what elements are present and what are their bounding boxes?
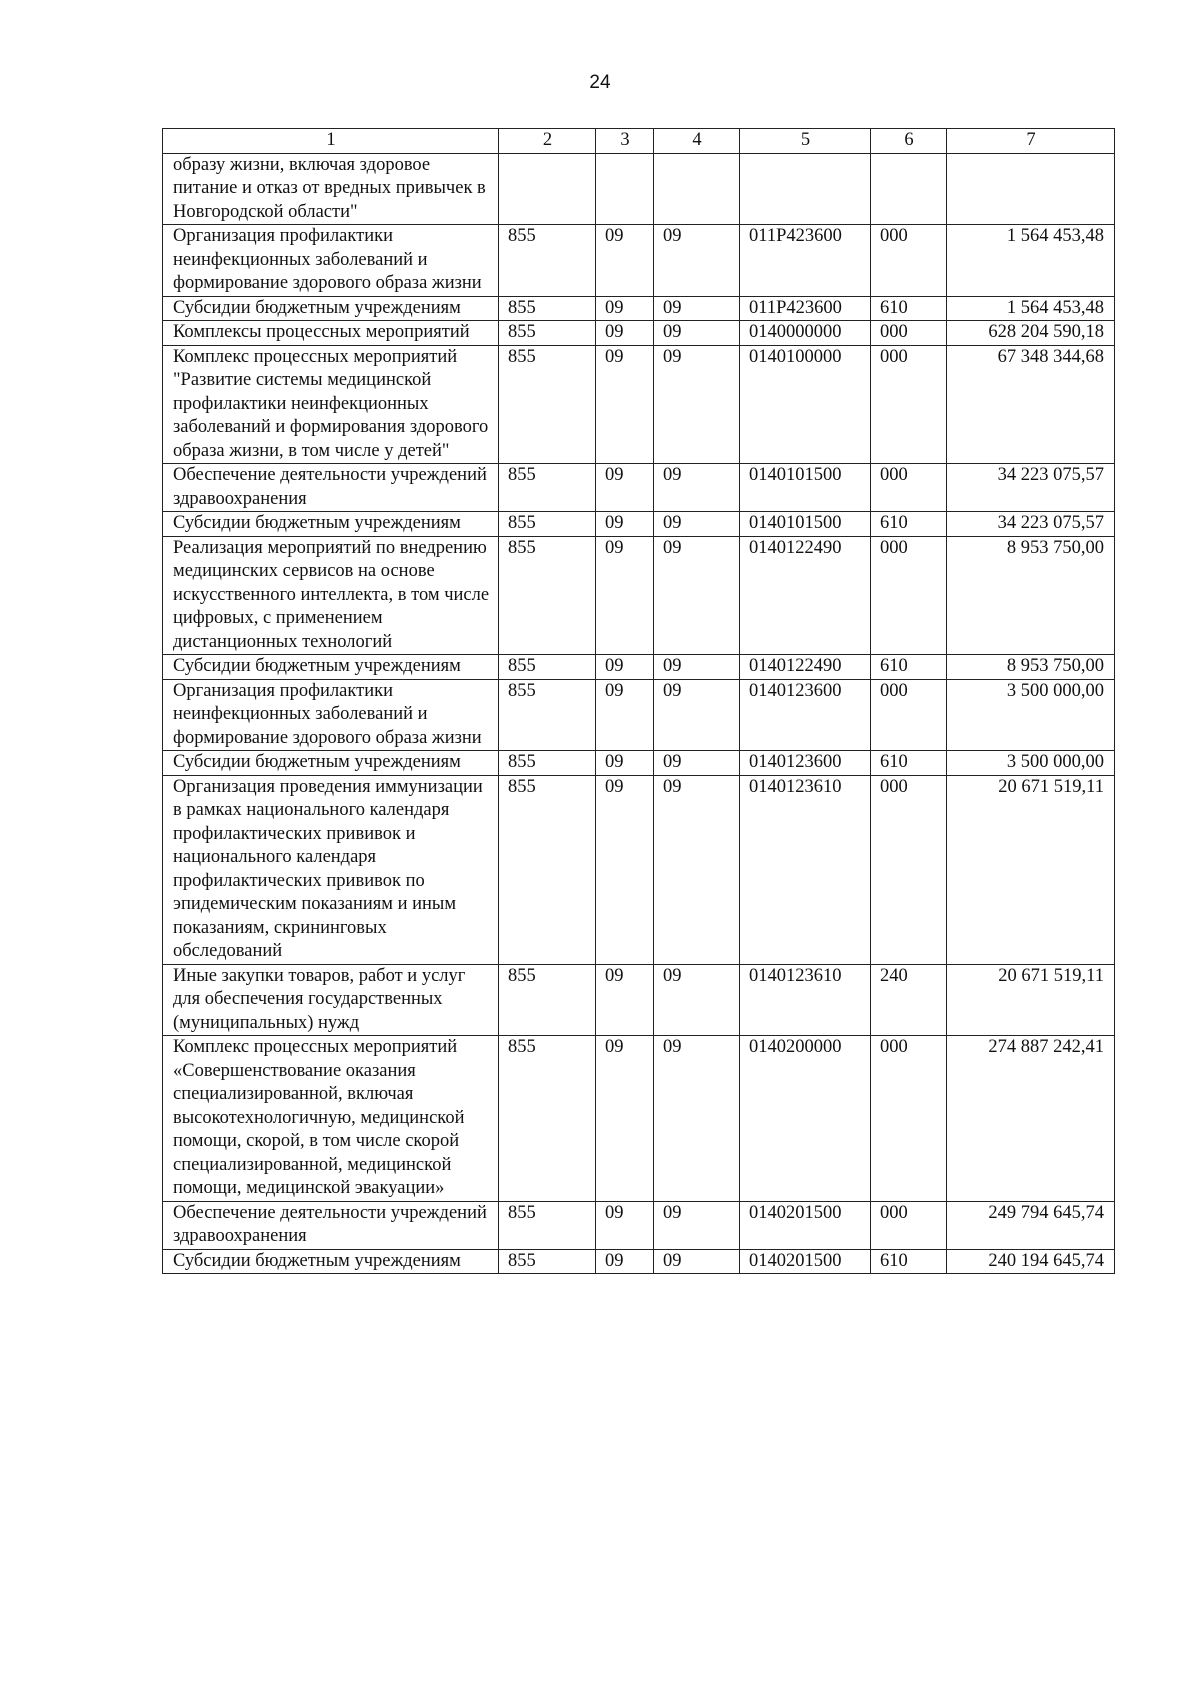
amount-cell: 1 564 453,48 (947, 225, 1115, 297)
budget-table (162, 128, 1115, 1274)
item-name-cell: Субсидии бюджетным учреждениям (163, 655, 499, 680)
expense-type-cell: 610 (871, 512, 947, 537)
amount-cell: 274 887 242,41 (947, 1036, 1115, 1202)
subsection-code-cell: 09 (654, 751, 740, 776)
target-code-cell: 0140123600 (740, 751, 871, 776)
subsection-code-cell: 09 (654, 1201, 740, 1249)
target-code-cell: 0140000000 (740, 321, 871, 346)
section-code-cell: 09 (596, 1201, 654, 1249)
expense-type-cell: 000 (871, 536, 947, 655)
expense-type-cell: 610 (871, 655, 947, 680)
section-code-cell: 09 (596, 296, 654, 321)
item-name-cell: Обеспечение деятельности учреждений здравоохранения (163, 1201, 499, 1249)
item-name-cell: Субсидии бюджетным учреждениям (163, 1249, 499, 1274)
table-row (163, 296, 1115, 321)
expense-type-cell: 000 (871, 321, 947, 346)
section-code-cell: 09 (596, 512, 654, 537)
table-row (163, 775, 1115, 964)
subsection-code-cell: 09 (654, 679, 740, 751)
section-code-cell: 09 (596, 679, 654, 751)
expense-type-cell: 610 (871, 296, 947, 321)
department-code-cell: 855 (499, 655, 596, 680)
department-code-cell: 855 (499, 775, 596, 964)
item-name-cell: Обеспечение деятельности учреждений здравоохранения (163, 464, 499, 512)
item-name-cell: Комплексы процессных мероприятий (163, 321, 499, 346)
department-code-cell: 855 (499, 296, 596, 321)
subsection-code-cell: 09 (654, 1249, 740, 1274)
item-name-cell: Реализация мероприятий по внедрению медицинских сервисов на основе искусственного интеллекта, в том числе цифровых, с применением дистанционных технологий (163, 536, 499, 655)
amount-cell: 67 348 344,68 (947, 345, 1115, 464)
item-name-cell: образу жизни, включая здоровое питание и отказ от вредных привычек в Новгородской области" (163, 153, 499, 225)
expense-type-cell: 000 (871, 1201, 947, 1249)
target-code-cell: 0140122490 (740, 536, 871, 655)
section-code-cell (596, 153, 654, 225)
subsection-code-cell: 09 (654, 345, 740, 464)
table-row (163, 321, 1115, 346)
table-row (163, 1249, 1115, 1274)
table-row (163, 751, 1115, 776)
subsection-code-cell: 09 (654, 1036, 740, 1202)
table-row (163, 512, 1115, 537)
table-row (163, 225, 1115, 297)
subsection-code-cell: 09 (654, 321, 740, 346)
department-code-cell: 855 (499, 1036, 596, 1202)
subsection-code-cell: 09 (654, 464, 740, 512)
table-row (163, 655, 1115, 680)
department-code-cell (499, 153, 596, 225)
amount-cell: 34 223 075,57 (947, 464, 1115, 512)
department-code-cell: 855 (499, 464, 596, 512)
amount-cell: 20 671 519,11 (947, 964, 1115, 1036)
department-code-cell: 855 (499, 321, 596, 346)
target-code-cell: 0140123600 (740, 679, 871, 751)
subsection-code-cell: 09 (654, 964, 740, 1036)
subsection-code-cell: 09 (654, 775, 740, 964)
column-header-5: 5 (740, 129, 871, 154)
target-code-cell: 011P423600 (740, 296, 871, 321)
department-code-cell: 855 (499, 751, 596, 776)
target-code-cell (740, 153, 871, 225)
target-code-cell: 011P423600 (740, 225, 871, 297)
amount-cell (947, 153, 1115, 225)
amount-cell: 249 794 645,74 (947, 1201, 1115, 1249)
amount-cell: 240 194 645,74 (947, 1249, 1115, 1274)
expense-type-cell: 610 (871, 751, 947, 776)
department-code-cell: 855 (499, 512, 596, 537)
item-name-cell: Организация проведения иммунизации в рамках национального календаря профилактических прививок и национального календаря профилактических прививок по эпидемическим показаниям и иным показаниям, скрининговых обследований (163, 775, 499, 964)
item-name-cell: Иные закупки товаров, работ и услуг для обеспечения государственных (муниципальных) нужд (163, 964, 499, 1036)
column-header-7: 7 (947, 129, 1115, 154)
table-row (163, 536, 1115, 655)
table-row (163, 1036, 1115, 1202)
section-code-cell: 09 (596, 751, 654, 776)
department-code-cell: 855 (499, 1249, 596, 1274)
column-header-4: 4 (654, 129, 740, 154)
target-code-cell: 0140123610 (740, 775, 871, 964)
column-header-3: 3 (596, 129, 654, 154)
item-name-cell: Субсидии бюджетным учреждениям (163, 512, 499, 537)
subsection-code-cell: 09 (654, 655, 740, 680)
table-row (163, 1201, 1115, 1249)
expense-type-cell: 240 (871, 964, 947, 1036)
item-name-cell: Организация профилактики неинфекционных заболеваний и формирование здорового образа жизни (163, 679, 499, 751)
expense-type-cell: 000 (871, 1036, 947, 1202)
target-code-cell: 0140123610 (740, 964, 871, 1036)
amount-cell: 34 223 075,57 (947, 512, 1115, 537)
table-row (163, 964, 1115, 1036)
item-name-cell: Комплекс процессных мероприятий "Развитие системы медицинской профилактики неинфекционных заболеваний и формирования здорового образа жизни, в том числе у детей" (163, 345, 499, 464)
table-row (163, 464, 1115, 512)
target-code-cell: 0140200000 (740, 1036, 871, 1202)
subsection-code-cell: 09 (654, 296, 740, 321)
target-code-cell: 0140100000 (740, 345, 871, 464)
subsection-code-cell: 09 (654, 536, 740, 655)
target-code-cell: 0140201500 (740, 1201, 871, 1249)
amount-cell: 3 500 000,00 (947, 751, 1115, 776)
section-code-cell: 09 (596, 1036, 654, 1202)
section-code-cell: 09 (596, 345, 654, 464)
table-row (163, 679, 1115, 751)
department-code-cell: 855 (499, 964, 596, 1036)
expense-type-cell (871, 153, 947, 225)
target-code-cell: 0140201500 (740, 1249, 871, 1274)
section-code-cell: 09 (596, 655, 654, 680)
item-name-cell: Комплекс процессных мероприятий «Совершенствование оказания специализированной, включая высокотехнологичную, медицинской помощи, скорой, в том числе скорой специализированной, медицинской помощи, медицинской эвакуации» (163, 1036, 499, 1202)
expense-type-cell: 000 (871, 464, 947, 512)
subsection-code-cell: 09 (654, 512, 740, 537)
table-row (163, 153, 1115, 225)
subsection-code-cell: 09 (654, 225, 740, 297)
department-code-cell: 855 (499, 536, 596, 655)
department-code-cell: 855 (499, 1201, 596, 1249)
expense-type-cell: 000 (871, 775, 947, 964)
expense-type-cell: 000 (871, 225, 947, 297)
item-name-cell: Организация профилактики неинфекционных заболеваний и формирование здорового образа жизни (163, 225, 499, 297)
page-number: 24 (589, 72, 611, 93)
target-code-cell: 0140122490 (740, 655, 871, 680)
column-header-1: 1 (163, 129, 499, 154)
amount-cell: 628 204 590,18 (947, 321, 1115, 346)
section-code-cell: 09 (596, 225, 654, 297)
department-code-cell: 855 (499, 225, 596, 297)
item-name-cell: Субсидии бюджетным учреждениям (163, 751, 499, 776)
table-row (163, 345, 1115, 464)
expense-type-cell: 000 (871, 345, 947, 464)
department-code-cell: 855 (499, 345, 596, 464)
amount-cell: 20 671 519,11 (947, 775, 1115, 964)
subsection-code-cell (654, 153, 740, 225)
department-code-cell: 855 (499, 679, 596, 751)
target-code-cell: 0140101500 (740, 464, 871, 512)
target-code-cell: 0140101500 (740, 512, 871, 537)
column-header-6: 6 (871, 129, 947, 154)
expense-type-cell: 610 (871, 1249, 947, 1274)
amount-cell: 8 953 750,00 (947, 655, 1115, 680)
section-code-cell: 09 (596, 464, 654, 512)
header-row (163, 129, 1115, 154)
amount-cell: 3 500 000,00 (947, 679, 1115, 751)
amount-cell: 1 564 453,48 (947, 296, 1115, 321)
amount-cell: 8 953 750,00 (947, 536, 1115, 655)
item-name-cell: Субсидии бюджетным учреждениям (163, 296, 499, 321)
section-code-cell: 09 (596, 775, 654, 964)
table-body (163, 153, 1115, 1274)
expense-type-cell: 000 (871, 679, 947, 751)
column-header-2: 2 (499, 129, 596, 154)
section-code-cell: 09 (596, 321, 654, 346)
section-code-cell: 09 (596, 964, 654, 1036)
section-code-cell: 09 (596, 1249, 654, 1274)
section-code-cell: 09 (596, 536, 654, 655)
